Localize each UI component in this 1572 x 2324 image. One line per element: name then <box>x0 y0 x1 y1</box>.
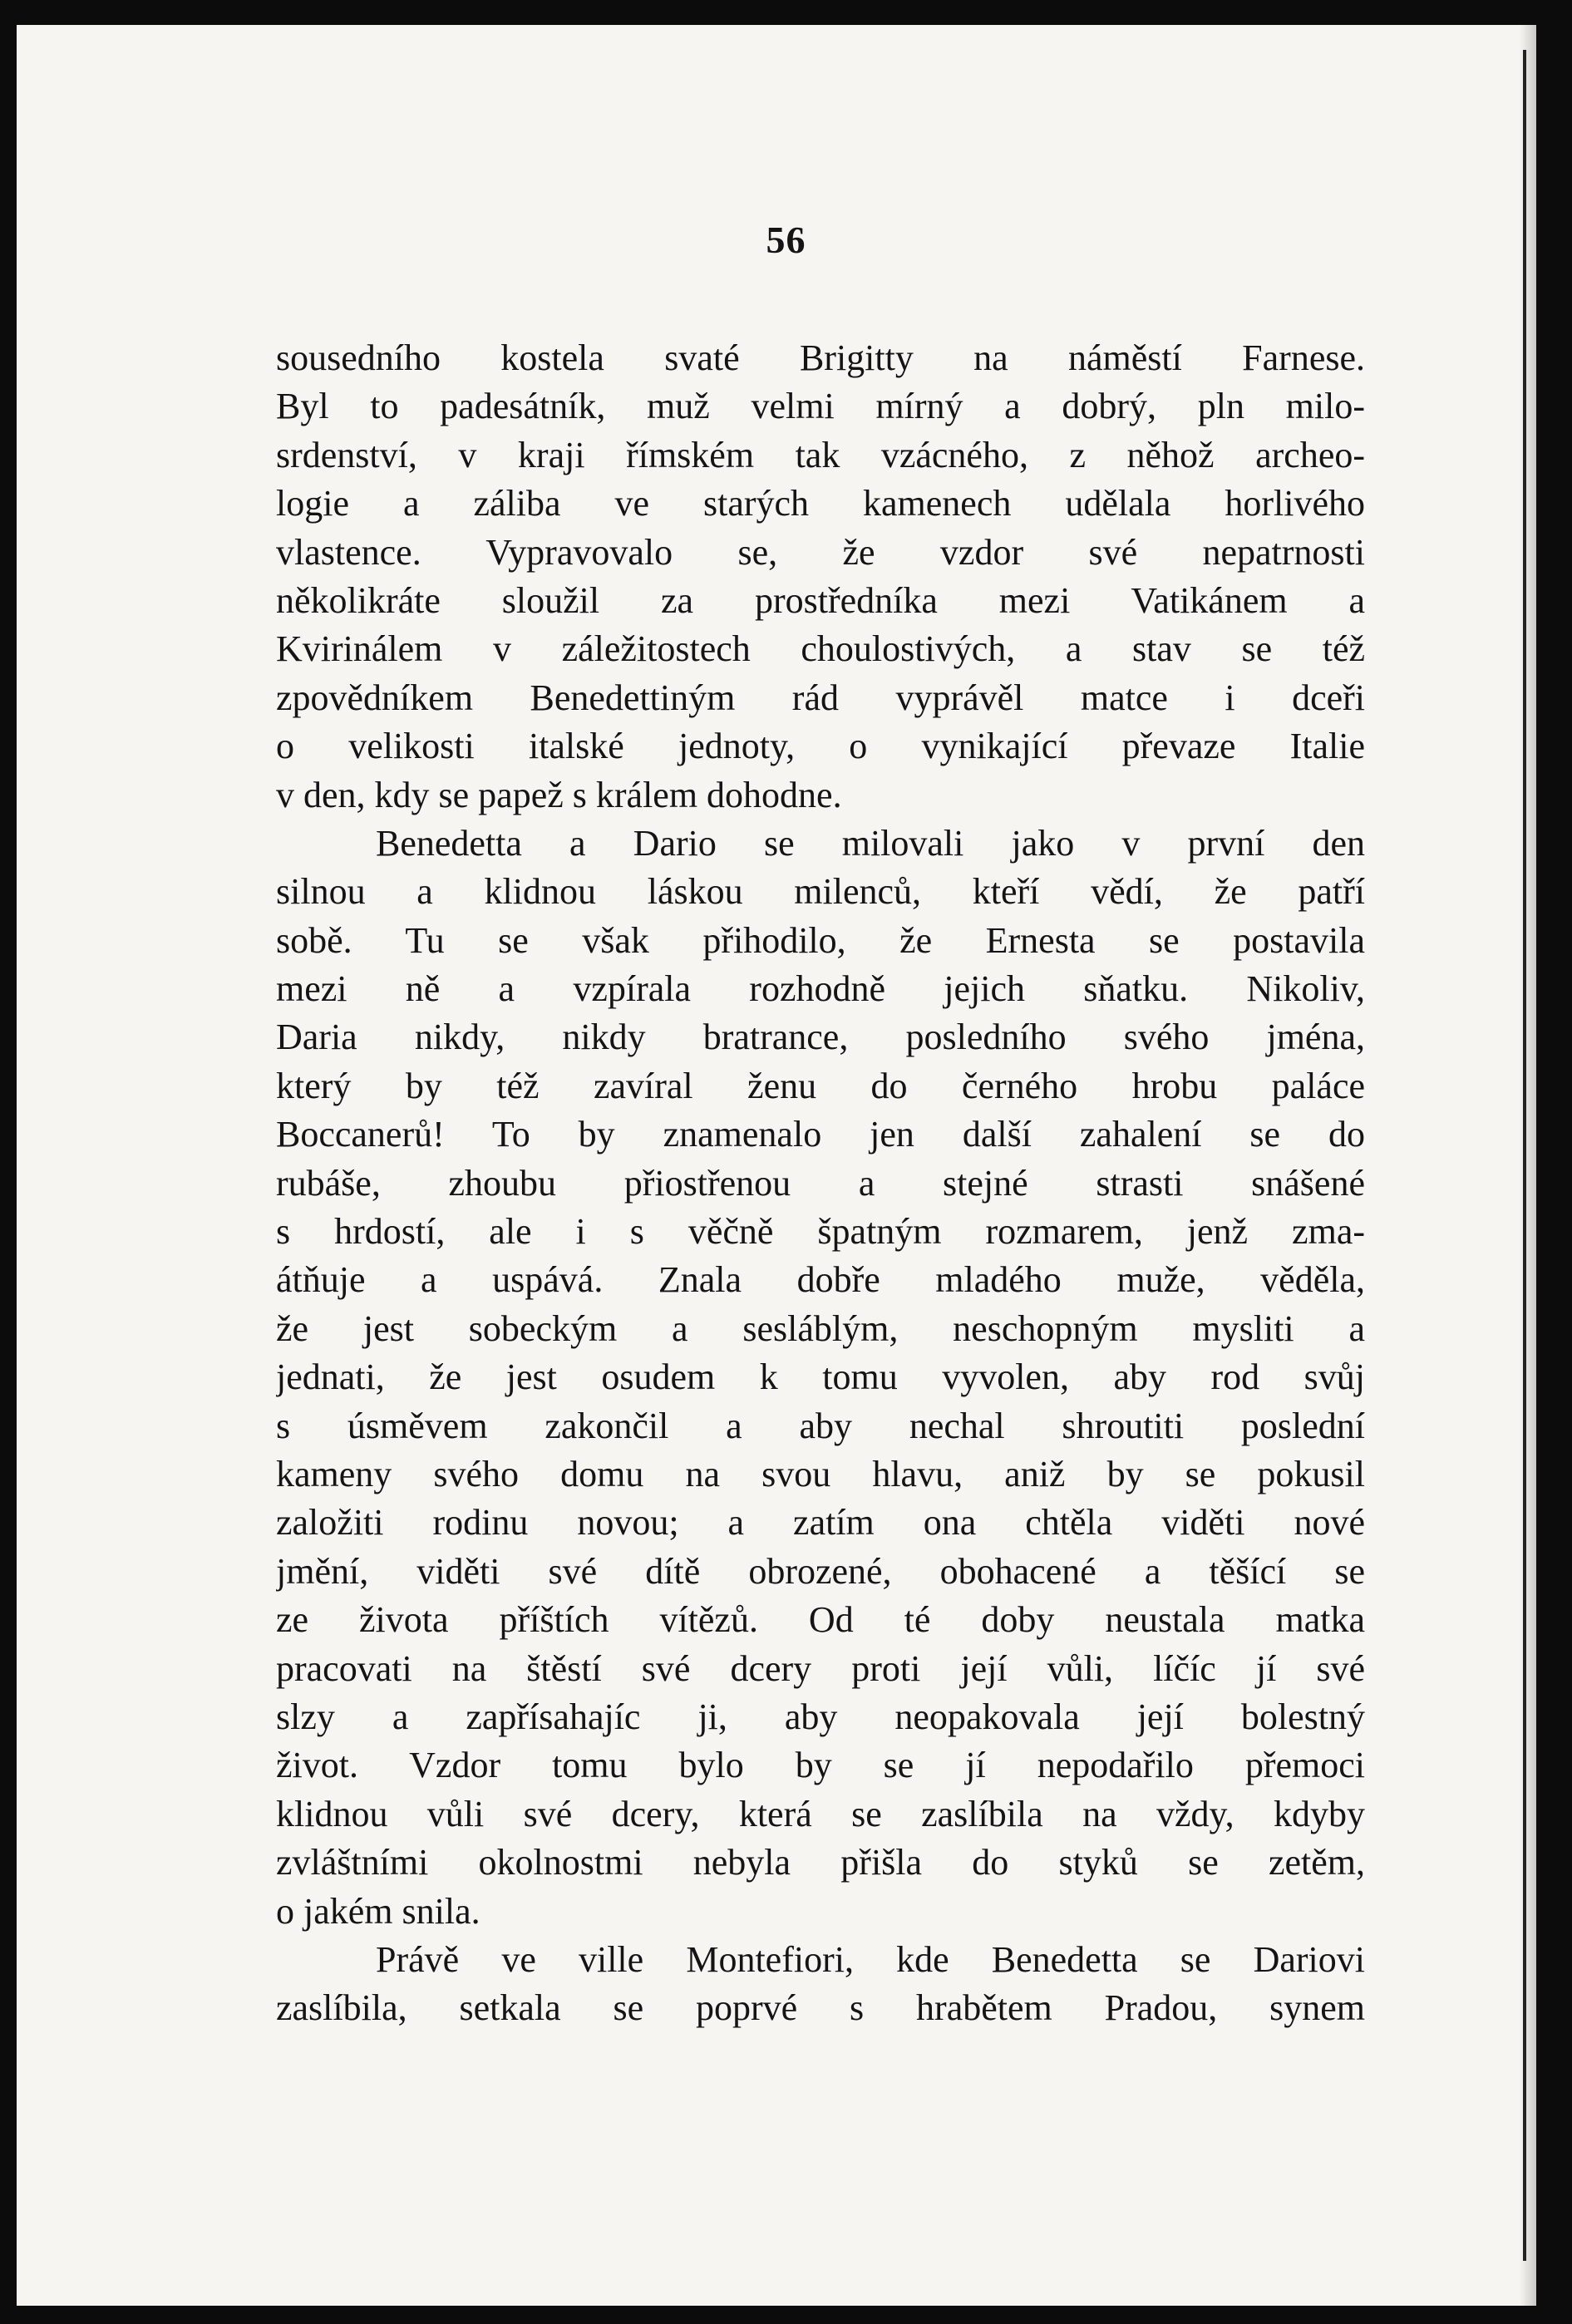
text-line: Právě ve ville Montefiori, kde Benedetta se Dariovi <box>376 1938 1365 1980</box>
text-line: život. Vzdor tomu bylo by se jí nepodařilo přemoci <box>276 1745 1365 1786</box>
text-line: ze života příštích vítězů. Od té doby neustala matka <box>276 1599 1365 1641</box>
text-line: zpovědníkem Benedettiným rád vyprávěl matce i dceři <box>276 677 1365 718</box>
text-line: klidnou vůli své dcery, která se zaslíbila na vždy, kdyby <box>276 1793 1365 1834</box>
scan-border-top <box>0 0 1572 25</box>
page-number: 56 <box>766 219 806 261</box>
text-line: že jest sobeckým a sesláblým, neschopným mysliti a <box>276 1307 1365 1349</box>
text-line: o jakém snila. <box>276 1890 480 1932</box>
text-line: s úsměvem zakončil a aby nechal shroutiti poslední <box>276 1405 1365 1446</box>
text-line: zvláštními okolnostmi nebyla přišla do styků se zetěm, <box>276 1842 1365 1883</box>
text-line: mezi ně a vzpírala rozhodně jejich sňatku. Nikoliv, <box>276 968 1365 1010</box>
text-line: kameny svého domu na svou hlavu, aniž by se pokusil <box>276 1453 1365 1494</box>
text-line: založiti rodinu novou; a zatím ona chtěla viděti nové <box>276 1502 1365 1544</box>
text-line: srdenství, v kraji římském tak vzácného, z něhož archeo- <box>276 434 1365 475</box>
text-line: slzy a zapřísahajíc ji, aby neopakovala její bolestný <box>276 1696 1365 1737</box>
scan-border-bottom <box>0 2306 1572 2324</box>
text-line: několikráte sloužil za prostředníka mezi Vatikánem a <box>276 579 1365 621</box>
text-line: s hrdostí, ale i s věčně špatným rozmarem, jenž zma- <box>276 1211 1365 1253</box>
text-line: sobě. Tu se však přihodilo, že Ernesta se postavila <box>276 919 1365 961</box>
text-line: jednati, že jest osudem k tomu vyvolen, aby rod svůj <box>276 1356 1365 1398</box>
binding-edge <box>1523 50 1526 2261</box>
text-line: v den, kdy se papež s králem dohodne. <box>276 774 842 815</box>
text-line: Boccanerů! To by znamenalo jen další zahalení se do <box>276 1114 1365 1155</box>
text-line: zaslíbila, setkala se poprvé s hrabětem Pradou, synem <box>276 1987 1365 2029</box>
body-text <box>276 334 1365 2033</box>
text-line: který by též zavíral ženu do černého hrobu paláce <box>276 1065 1365 1106</box>
text-line: rubáše, zhoubu přiostřenou a stejné strasti snášené <box>276 1162 1365 1204</box>
text-line: Byl to padesátník, muž velmi mírný a dobrý, pln milo- <box>276 386 1365 427</box>
text-line: sousedního kostela svaté Brigitty na náměstí Farnese. <box>276 337 1365 378</box>
text-line: o velikosti italské jednoty, o vynikající převaze Italie <box>276 726 1365 767</box>
text-line: Benedetta a Dario se milovali jako v první den <box>376 822 1365 864</box>
text-line: vlastence. Vypravovalo se, že vzdor své nepatrnosti <box>276 531 1365 573</box>
text-line: Kvirinálem v záležitostech choulostivých, a stav se též <box>276 628 1365 670</box>
text-line: pracovati na štěstí své dcery proti její vůli, líčíc jí své <box>276 1647 1365 1689</box>
scan-border-right <box>1536 0 1572 2324</box>
text-line: Daria nikdy, nikdy bratrance, posledního svého jména, <box>276 1017 1365 1058</box>
text-line: jmění, viděti své dítě obrozené, obohacené a těšící se <box>276 1550 1365 1592</box>
text-line: silnou a klidnou láskou milenců, kteří vědí, že patří <box>276 871 1365 913</box>
scan-border-left <box>0 0 17 2324</box>
page-gutter-shadow <box>1520 25 1536 2306</box>
text-line: logie a záliba ve starých kamenech udělala horlivého <box>276 483 1365 524</box>
text-line: átňuje a uspává. Znala dobře mladého muže, věděla, <box>276 1259 1365 1301</box>
